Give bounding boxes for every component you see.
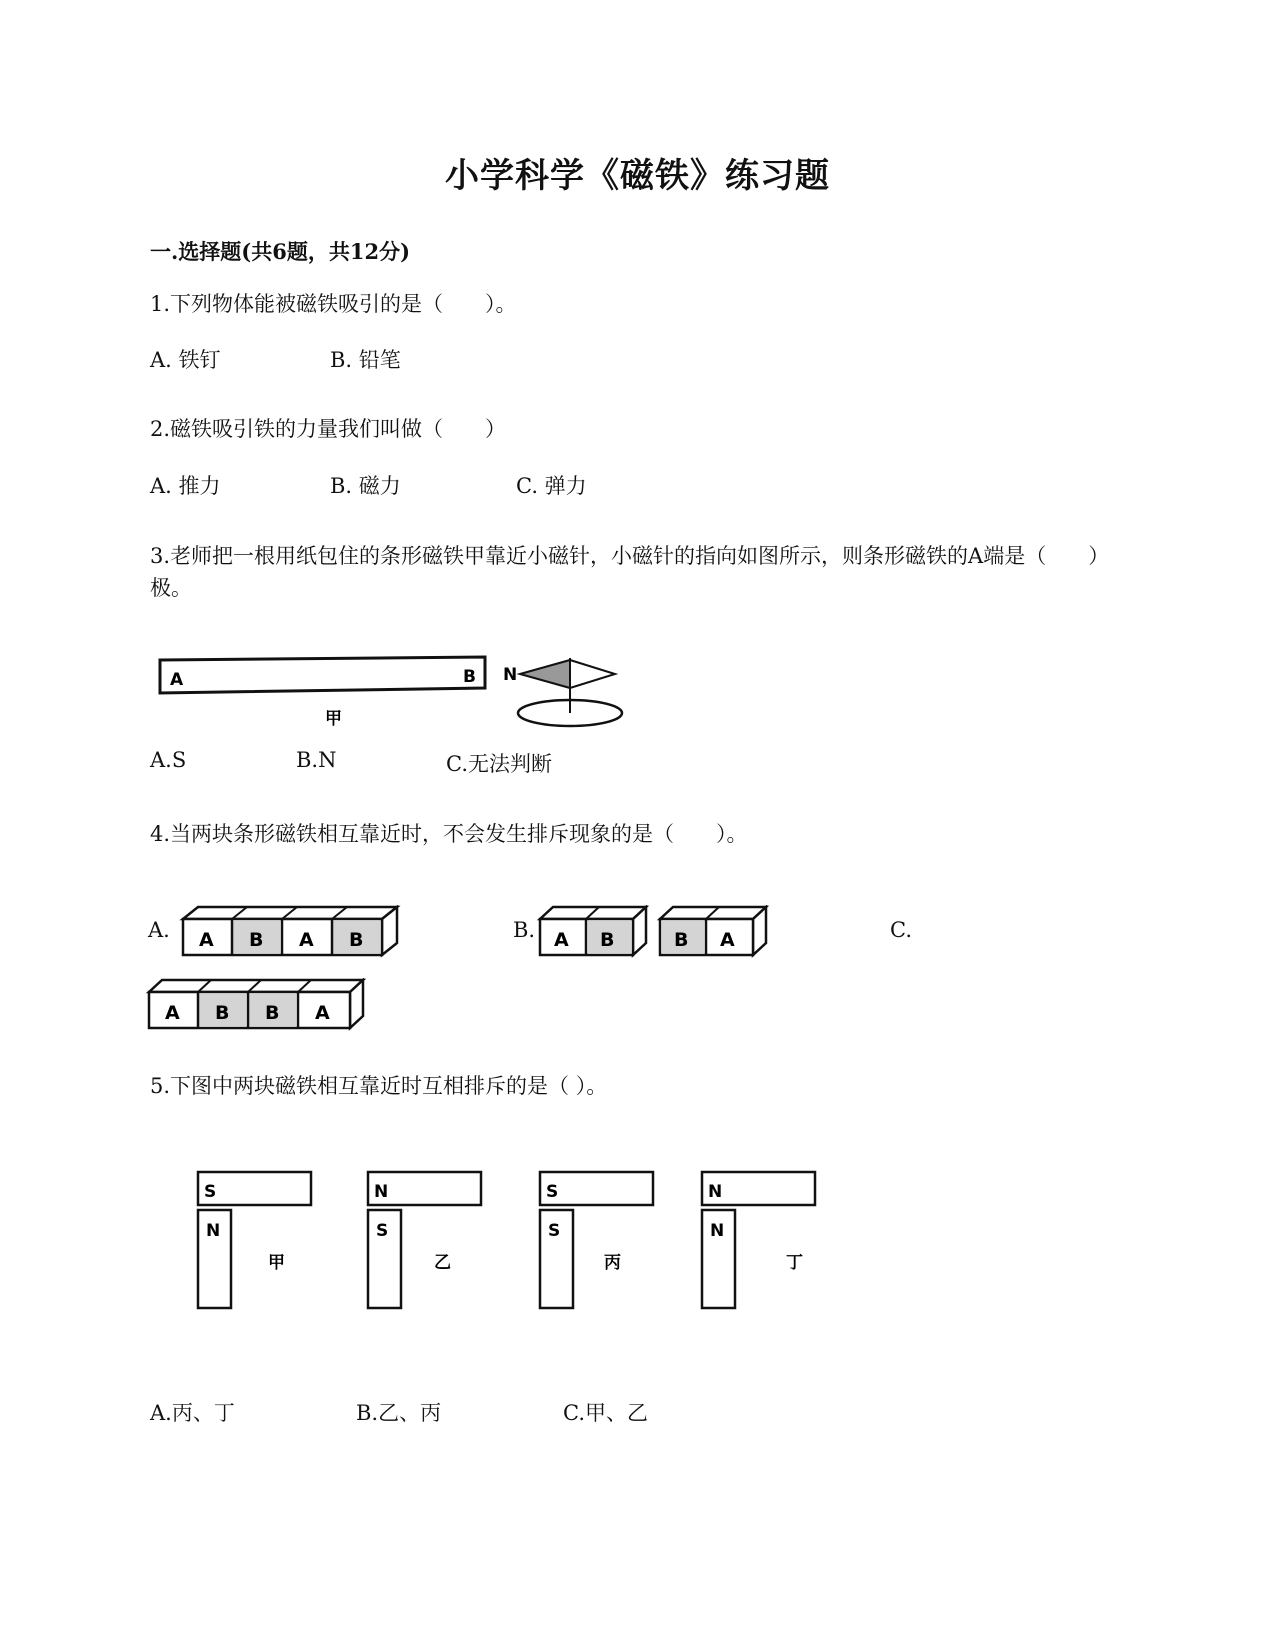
question-4-figure-a [175,905,405,963]
question-3-option-c[interactable]: C.无法判断 [446,752,552,776]
bar-end-a-label: A [170,670,184,690]
question-5-option-b[interactable]: B.乙、丙 [356,1401,442,1425]
question-3-stem: 3.老师把一根用纸包住的条形磁铁甲靠近小磁针，小磁针的指向如图所示，则条形磁铁的A端是（ ）极。 [150,544,1110,600]
question-4-option-c[interactable]: C. [890,918,912,942]
magnet-label: A [299,929,314,951]
magnet-b2 [660,907,766,955]
pole-label: S [376,1221,389,1241]
magnet-pair-ding [702,1172,815,1308]
question-3-figure [150,640,630,740]
question-1-option-a[interactable]: A. 铁钉 [150,348,221,372]
question-1-option-b[interactable]: B. 铅笔 [330,348,401,372]
magnet-label: A [315,1002,330,1024]
question-2-option-b[interactable]: B. 磁力 [330,474,401,498]
magnet-pair-yi [368,1172,481,1308]
magnet-label: A [720,929,735,951]
page-title: 小学科学《磁铁》练习题 [445,156,830,196]
bar-magnet [160,657,485,729]
question-2-option-c[interactable]: C. 弹力 [516,474,587,498]
question-1-stem: 1.下列物体能被磁铁吸引的是（ ）。 [150,292,517,316]
pole-label: N [374,1182,389,1202]
question-3-option-a[interactable]: A.S [150,748,187,772]
pole-label: N [708,1182,723,1202]
magnet-label: B [249,929,264,951]
pole-label: N [206,1221,221,1241]
magnet-label: A [199,929,214,951]
pole-label: S [204,1182,217,1202]
pole-label: S [548,1221,561,1241]
section-heading: 一.选择题(共6题，共12分) [150,239,411,264]
question-2-option-a[interactable]: A. 推力 [150,474,221,498]
magnet-label: B [674,929,689,951]
magnet-b1 [540,907,646,955]
magnet-label: B [265,1002,280,1024]
question-4-stem: 4.当两块条形磁铁相互靠近时，不会发生排斥现象的是（ ）。 [150,822,748,846]
question-3-option-b[interactable]: B.N [296,748,337,772]
question-5-option-a[interactable]: A.丙、丁 [150,1401,235,1425]
magnet-name: 丙 [604,1253,621,1273]
needle-n-label: N [503,665,518,685]
magnet-name: 乙 [434,1253,451,1273]
question-4-figure-c [145,978,375,1036]
pole-label: N [710,1221,725,1241]
magnet-label: B [600,929,615,951]
question-5-figure [190,1170,830,1320]
question-4-figure-b [536,905,781,963]
question-5-stem: 5.下图中两块磁铁相互靠近时互相排斥的是（ ）。 [150,1074,608,1098]
magnet-pair-jia [198,1172,311,1308]
magnet-label: B [215,1002,230,1024]
magnet-name: 丁 [786,1253,803,1273]
question-5-option-c[interactable]: C.甲、乙 [563,1401,648,1425]
magnet-label: B [349,929,364,951]
magnet-pair-bing [540,1172,653,1308]
compass-needle [503,658,622,726]
question-2-stem: 2.磁铁吸引铁的力量我们叫做（ ） [150,417,507,441]
question-4-option-a[interactable]: A. [148,918,170,942]
bar-end-b-label: B [463,667,476,687]
bar-name-label: 甲 [325,709,342,729]
magnet-name: 甲 [268,1253,285,1273]
pole-label: S [546,1182,559,1202]
magnet-label: A [165,1002,180,1024]
question-4-option-b[interactable]: B. [513,918,536,942]
magnet-label: A [554,929,569,951]
